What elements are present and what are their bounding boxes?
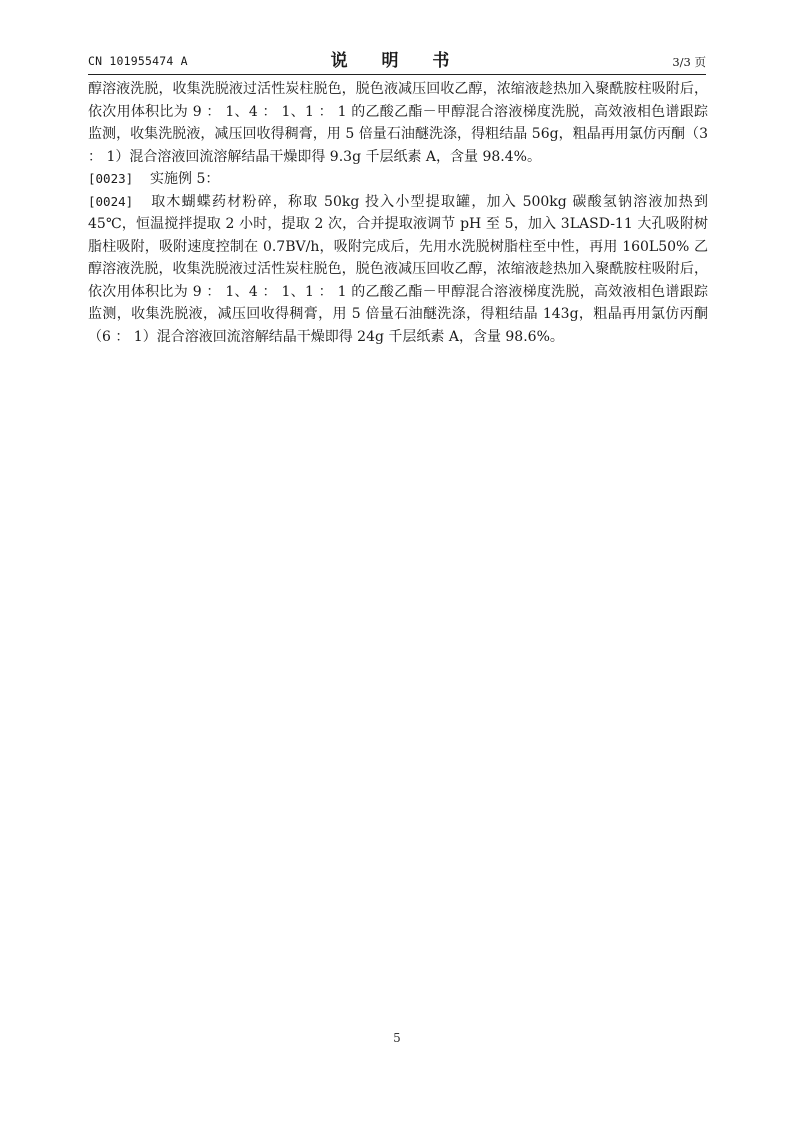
paragraph-text: 实施例 5： [150,171,220,187]
page-number: 5 [393,1031,401,1045]
document-title: 说 明 书 [330,51,464,71]
paragraph-text: 取木蝴蝶药材粉碎，称取 50kg 投入小型提取罐，加入 500kg 碳酸氢钠溶液加热到 45℃，恒温搅拌提取 2 小时，提取 2 次，合并提取液调节 pH 至 5，加入 3LASD-11 大孔吸附树脂柱吸附，吸附速度控制在 0.7BV/h，吸附完成后，先用水洗脱树脂柱至中性，再用 160L50% 乙醇溶液洗脱，收集洗脱液过活性炭柱脱色，脱色液减压回收乙醇，浓缩液趁热加入聚酰胺柱吸附后，依次用体积比为 9 ： 1、4 ： 1、1 ： 1 的乙酸乙酯－甲醇混合溶液梯度洗脱，高效液相色谱跟踪监测，收集洗脱液，减压回收得稠膏，用 5 倍量石油醚洗涤，得粗结晶 143g，粗晶再用氯仿丙酮（6 ： 1）混合溶液回流溶解结晶干燥即得 24g 千层纸素 A，含量 98.6%。 [88,193,708,345]
header-divider [88,74,706,75]
page-indicator: 3/3 页 [672,55,706,69]
document-id: CN 101955474 A [88,54,188,68]
paragraph-0024 [88,191,708,349]
paragraph-0023 [88,168,708,191]
paragraph-continued [88,78,708,168]
document-body [88,78,708,348]
page-header [88,44,706,72]
paragraph-number: [0023] [88,171,134,186]
paragraph-text: 醇溶液洗脱，收集洗脱液过活性炭柱脱色，脱色液减压回收乙醇，浓缩液趁热加入聚酰胺柱吸附后，依次用体积比为 9 ： 1、4 ： 1、1 ： 1 的乙酸乙酯－甲醇混合溶液梯度洗脱，高效液相色谱跟踪监测，收集洗脱液，减压回收得稠膏，用 5 倍量石油醚洗涤，得粗结晶 56g，粗晶再用氯仿丙酮（3 ： 1）混合溶液回流溶解结晶干燥即得 9.3g 千层纸素 A，含量 98.4%。 [88,81,708,165]
paragraph-number: [0024] [88,193,134,209]
